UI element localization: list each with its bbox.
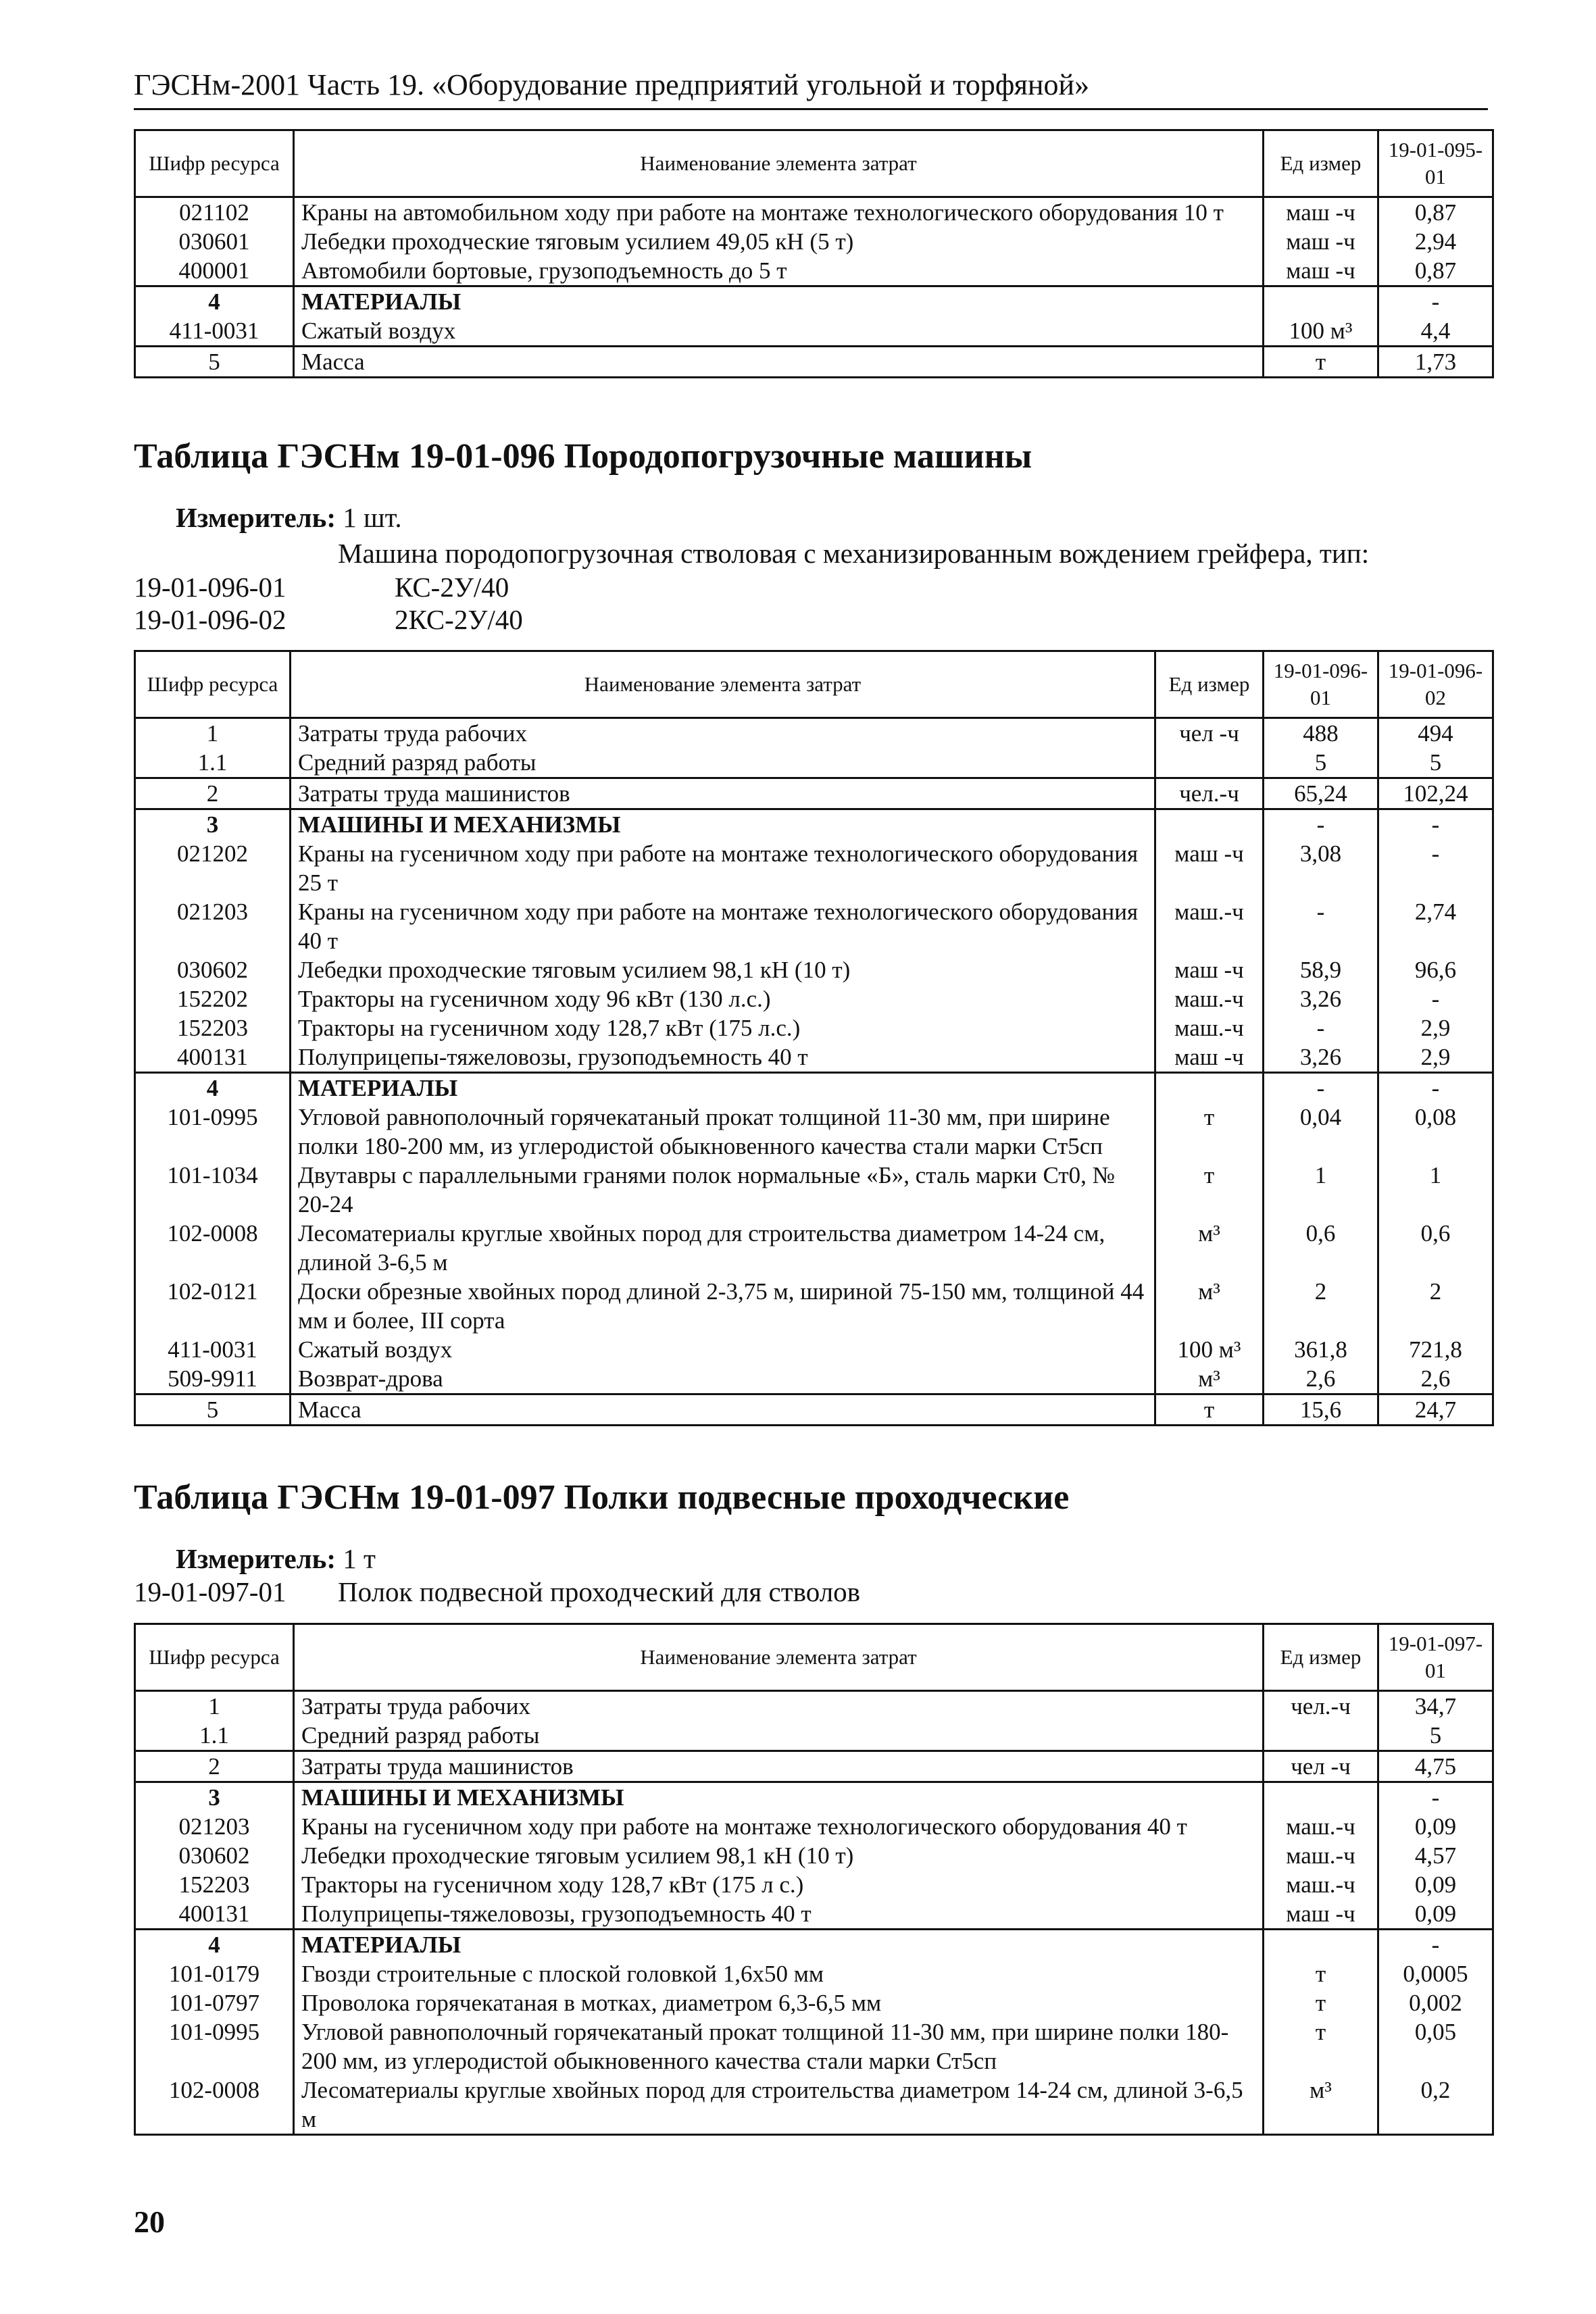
row-unit: т bbox=[1155, 1103, 1264, 1161]
row-value: 96,6 bbox=[1378, 955, 1493, 984]
header-code: Шифр ресурса bbox=[135, 651, 291, 718]
row-code: 2 bbox=[135, 1751, 294, 1782]
table-row bbox=[135, 1812, 1493, 1841]
variant-code-2: 19-01-096-02 bbox=[134, 604, 286, 635]
row-unit bbox=[1155, 809, 1264, 840]
header-norm-2: 19-01-096-02 bbox=[1378, 651, 1493, 718]
table-row bbox=[135, 1073, 1493, 1103]
row-code: 3 bbox=[135, 809, 291, 840]
row-value: 3,26 bbox=[1264, 1042, 1378, 1073]
table-19-01-097 bbox=[134, 1623, 1494, 2136]
measure-label: Измеритель: bbox=[176, 1543, 336, 1574]
row-name: Сжатый воздух bbox=[294, 316, 1264, 347]
table-title-096: Таблица ГЭСНм 19-01-096 Породопогрузочные машины bbox=[134, 437, 1032, 476]
table-row bbox=[135, 1899, 1493, 1930]
row-code: 101-0995 bbox=[135, 2017, 294, 2076]
row-name: Затраты труда рабочих bbox=[291, 718, 1155, 749]
header-code: Шифр ресурса bbox=[135, 130, 294, 197]
table-row bbox=[135, 1988, 1493, 2017]
row-name: Краны на гусеничном ходу при работе на монтаже технологического оборудования 40 т bbox=[291, 897, 1155, 955]
row-code: 5 bbox=[135, 347, 294, 378]
row-code: 030602 bbox=[135, 955, 291, 984]
row-name: Краны на автомобильном ходу при работе на монтаже технологического оборудования 10 т bbox=[294, 197, 1264, 228]
table-header-row bbox=[135, 651, 1493, 718]
row-name: МАШИНЫ И МЕХАНИЗМЫ bbox=[294, 1782, 1264, 1813]
header-norm-1: 19-01-096-01 bbox=[1264, 651, 1378, 718]
running-header: ГЭСНм-2001 Часть 19. «Оборудование предприятий угольной и торфяной» bbox=[134, 68, 1090, 101]
row-name: Средний разряд работы bbox=[294, 1721, 1264, 1751]
table-row bbox=[135, 316, 1493, 347]
table-row bbox=[135, 1394, 1493, 1426]
row-value: 1,73 bbox=[1378, 347, 1493, 378]
row-unit: маш.-ч bbox=[1155, 897, 1264, 955]
row-value: - bbox=[1378, 809, 1493, 840]
machine-description: Машина породопогрузочная стволовая с механизированным вождением грейфера, тип: bbox=[338, 538, 1370, 569]
table-row bbox=[135, 1161, 1493, 1219]
row-value: - bbox=[1264, 809, 1378, 840]
row-code: 102-0008 bbox=[135, 2076, 294, 2135]
row-unit: чел -ч bbox=[1264, 1751, 1378, 1782]
row-code: 1.1 bbox=[135, 748, 291, 778]
table-header-row bbox=[135, 130, 1493, 197]
row-unit bbox=[1155, 1073, 1264, 1103]
row-code: 4 bbox=[135, 286, 294, 317]
row-unit: маш.-ч bbox=[1264, 1812, 1378, 1841]
table-row bbox=[135, 1364, 1493, 1394]
row-name: Затраты труда машинистов bbox=[294, 1751, 1264, 1782]
row-name: Краны на гусеничном ходу при работе на монтаже технологического оборудования 25 т bbox=[291, 839, 1155, 897]
row-unit bbox=[1264, 1721, 1378, 1751]
row-name: Гвозди строительные с плоской головкой 1,6х50 мм bbox=[294, 1959, 1264, 1988]
row-name: Сжатый воздух bbox=[291, 1335, 1155, 1364]
row-unit: м³ bbox=[1155, 1219, 1264, 1277]
row-value: 3,08 bbox=[1264, 839, 1378, 897]
row-unit: маш -ч bbox=[1264, 1899, 1378, 1930]
table-19-01-096 bbox=[134, 650, 1494, 1426]
table-row bbox=[135, 1721, 1493, 1751]
table-row bbox=[135, 1042, 1493, 1073]
row-value: 58,9 bbox=[1264, 955, 1378, 984]
row-unit: т bbox=[1264, 2017, 1378, 2076]
row-value: 2,9 bbox=[1378, 1013, 1493, 1042]
row-name: МАШИНЫ И МЕХАНИЗМЫ bbox=[291, 809, 1155, 840]
row-code: 152202 bbox=[135, 984, 291, 1013]
row-name: Автомобили бортовые, грузоподъемность до 5 т bbox=[294, 256, 1264, 286]
row-unit: м³ bbox=[1155, 1364, 1264, 1394]
row-name: Лесоматериалы круглые хвойных пород для строительства диаметром 14-24 см, длиной 3-6,5 м bbox=[291, 1219, 1155, 1277]
table-row bbox=[135, 748, 1493, 778]
row-unit: маш -ч bbox=[1155, 839, 1264, 897]
row-code: 021203 bbox=[135, 897, 291, 955]
header-rule bbox=[134, 108, 1488, 110]
row-code: 152203 bbox=[135, 1870, 294, 1899]
row-unit: маш -ч bbox=[1155, 1042, 1264, 1073]
row-value: 0,6 bbox=[1378, 1219, 1493, 1277]
row-code: 021203 bbox=[135, 1812, 294, 1841]
row-unit: т bbox=[1155, 1161, 1264, 1219]
row-unit bbox=[1264, 1782, 1378, 1813]
variant-text-2: 2КС-2У/40 bbox=[395, 604, 523, 635]
row-value: 2 bbox=[1378, 1277, 1493, 1335]
row-value: - bbox=[1378, 984, 1493, 1013]
row-unit: чел.-ч bbox=[1155, 778, 1264, 809]
row-code: 4 bbox=[135, 1930, 294, 1960]
table-row bbox=[135, 1103, 1493, 1161]
table-row bbox=[135, 984, 1493, 1013]
variant-text-1: КС-2У/40 bbox=[395, 572, 509, 603]
row-value: 488 bbox=[1264, 718, 1378, 749]
row-value: 102,24 bbox=[1378, 778, 1493, 809]
row-name: Масса bbox=[294, 347, 1264, 378]
row-name: Проволока горячекатаная в мотках, диаметром 6,3-6,5 мм bbox=[294, 1988, 1264, 2017]
row-value: 2,6 bbox=[1378, 1364, 1493, 1394]
row-value: 4,4 bbox=[1378, 316, 1493, 347]
row-value: 1 bbox=[1264, 1161, 1378, 1219]
row-code: 1 bbox=[135, 718, 291, 749]
row-code: 4 bbox=[135, 1073, 291, 1103]
header-name: Наименование элемента затрат bbox=[294, 130, 1264, 197]
row-name: МАТЕРИАЛЫ bbox=[294, 286, 1264, 317]
table-row bbox=[135, 1219, 1493, 1277]
row-unit: маш.-ч bbox=[1155, 984, 1264, 1013]
table-row bbox=[135, 1691, 1493, 1721]
row-code: 400131 bbox=[135, 1899, 294, 1930]
header-name: Наименование элемента затрат bbox=[291, 651, 1155, 718]
measure-label: Измеритель: bbox=[176, 502, 336, 533]
table-row bbox=[135, 197, 1493, 228]
row-code: 411-0031 bbox=[135, 1335, 291, 1364]
row-value: 2,6 bbox=[1264, 1364, 1378, 1394]
header-unit: Ед измер bbox=[1264, 1624, 1378, 1691]
table-row bbox=[135, 955, 1493, 984]
row-unit: чел -ч bbox=[1155, 718, 1264, 749]
header-norm-1: 19-01-097-01 bbox=[1378, 1624, 1493, 1691]
row-name: МАТЕРИАЛЫ bbox=[291, 1073, 1155, 1103]
row-value: 3,26 bbox=[1264, 984, 1378, 1013]
row-unit: т bbox=[1264, 1988, 1378, 2017]
row-unit: маш -ч bbox=[1155, 955, 1264, 984]
row-value: 5 bbox=[1264, 748, 1378, 778]
row-code: 030602 bbox=[135, 1841, 294, 1870]
row-name: Лебедки проходческие тяговым усилием 98,1 кН (10 т) bbox=[291, 955, 1155, 984]
table-title-097: Таблица ГЭСНм 19-01-097 Полки подвесные проходческие bbox=[134, 1478, 1070, 1517]
row-code: 411-0031 bbox=[135, 316, 294, 347]
table-row bbox=[135, 1959, 1493, 1988]
row-unit: маш.-ч bbox=[1264, 1870, 1378, 1899]
row-value: 494 bbox=[1378, 718, 1493, 749]
measure-097 bbox=[176, 1542, 376, 1575]
row-code: 1.1 bbox=[135, 1721, 294, 1751]
row-value: - bbox=[1264, 897, 1378, 955]
row-unit: 100 м³ bbox=[1264, 316, 1378, 347]
table-row bbox=[135, 1841, 1493, 1870]
header-code: Шифр ресурса bbox=[135, 1624, 294, 1691]
row-code: 102-0121 bbox=[135, 1277, 291, 1335]
measure-value: 1 шт. bbox=[343, 502, 402, 533]
row-unit: маш.-ч bbox=[1155, 1013, 1264, 1042]
table-row bbox=[135, 256, 1493, 286]
table-row bbox=[135, 2017, 1493, 2076]
row-value: 34,7 bbox=[1378, 1691, 1493, 1721]
row-unit: т bbox=[1155, 1394, 1264, 1426]
row-unit: маш -ч bbox=[1264, 197, 1378, 228]
variant-text-3: Полок подвесной проходческий для стволов bbox=[338, 1576, 861, 1607]
row-unit bbox=[1264, 286, 1378, 317]
row-unit: маш -ч bbox=[1264, 256, 1378, 286]
row-value: 1 bbox=[1378, 1161, 1493, 1219]
measure-096 bbox=[176, 501, 402, 534]
row-value: - bbox=[1264, 1013, 1378, 1042]
row-value: 65,24 bbox=[1264, 778, 1378, 809]
row-code: 101-1034 bbox=[135, 1161, 291, 1219]
row-code: 101-0797 bbox=[135, 1988, 294, 2017]
row-code: 152203 bbox=[135, 1013, 291, 1042]
table-row bbox=[135, 839, 1493, 897]
row-value: 0,002 bbox=[1378, 1988, 1493, 2017]
row-name: Угловой равнополочный горячекатаный прокат толщиной 11-30 мм, при ширине полки 180-200 мм, из углеродистой обыкновенного качества стали марки Ст5сп bbox=[294, 2017, 1264, 2076]
row-value: 2,9 bbox=[1378, 1042, 1493, 1073]
row-value: 4,57 bbox=[1378, 1841, 1493, 1870]
table-row bbox=[135, 778, 1493, 809]
table-row bbox=[135, 227, 1493, 256]
row-name: Полуприцепы-тяжеловозы, грузоподъемность 40 т bbox=[291, 1042, 1155, 1073]
table-header-row bbox=[135, 1624, 1493, 1691]
header-unit: Ед измер bbox=[1155, 651, 1264, 718]
row-unit: маш -ч bbox=[1264, 227, 1378, 256]
row-name: Затраты труда рабочих bbox=[294, 1691, 1264, 1721]
row-value: 15,6 bbox=[1264, 1394, 1378, 1426]
row-value: 0,87 bbox=[1378, 197, 1493, 228]
row-code: 1 bbox=[135, 1691, 294, 1721]
row-value: 5 bbox=[1378, 748, 1493, 778]
row-value: - bbox=[1264, 1073, 1378, 1103]
row-value: 0,09 bbox=[1378, 1812, 1493, 1841]
table-row bbox=[135, 286, 1493, 317]
row-name: Лесоматериалы круглые хвойных пород для строительства диаметром 14-24 см, длиной 3-6,5 м bbox=[294, 2076, 1264, 2135]
row-code: 400001 bbox=[135, 256, 294, 286]
table-row bbox=[135, 809, 1493, 840]
row-value: 2,74 bbox=[1378, 897, 1493, 955]
row-name: Лебедки проходческие тяговым усилием 98,1 кН (10 т) bbox=[294, 1841, 1264, 1870]
row-value: 0,08 bbox=[1378, 1103, 1493, 1161]
row-code: 021102 bbox=[135, 197, 294, 228]
row-name: Затраты труда машинистов bbox=[291, 778, 1155, 809]
table-row bbox=[135, 1930, 1493, 1960]
measure-value: 1 т bbox=[343, 1543, 376, 1574]
header-name: Наименование элемента затрат bbox=[294, 1624, 1264, 1691]
row-value: 2 bbox=[1264, 1277, 1378, 1335]
row-name: МАТЕРИАЛЫ bbox=[294, 1930, 1264, 1960]
row-unit: т bbox=[1264, 1959, 1378, 1988]
table-row bbox=[135, 718, 1493, 749]
row-value: 2,94 bbox=[1378, 227, 1493, 256]
row-value: 0,09 bbox=[1378, 1870, 1493, 1899]
row-value: 4,75 bbox=[1378, 1751, 1493, 1782]
header-norm-1: 19-01-095-01 bbox=[1378, 130, 1493, 197]
row-code: 5 bbox=[135, 1394, 291, 1426]
row-name: Двутавры с параллельными гранями полок нормальные «Б», сталь марки Ст0, № 20-24 bbox=[291, 1161, 1155, 1219]
table-19-01-095 bbox=[134, 129, 1494, 378]
row-value: - bbox=[1378, 1930, 1493, 1960]
row-value: 0,87 bbox=[1378, 256, 1493, 286]
row-value: 721,8 bbox=[1378, 1335, 1493, 1364]
row-value: 0,05 bbox=[1378, 2017, 1493, 2076]
row-value: 24,7 bbox=[1378, 1394, 1493, 1426]
row-name: Средний разряд работы bbox=[291, 748, 1155, 778]
table-row bbox=[135, 1751, 1493, 1782]
row-code: 030601 bbox=[135, 227, 294, 256]
row-code: 102-0008 bbox=[135, 1219, 291, 1277]
table-row bbox=[135, 1013, 1493, 1042]
row-code: 101-0179 bbox=[135, 1959, 294, 1988]
row-name: Угловой равнополочный горячекатаный прокат толщиной 11-30 мм, при ширине полки 180-200 мм, из углеродистой обыкновенного качества стали марки Ст5сп bbox=[291, 1103, 1155, 1161]
row-name: Масса bbox=[291, 1394, 1155, 1426]
row-name: Возврат-дрова bbox=[291, 1364, 1155, 1394]
row-value: 0,6 bbox=[1264, 1219, 1378, 1277]
row-name: Доски обрезные хвойных пород длиной 2-3,75 м, шириной 75-150 мм, толщиной 44 мм и более, III сорта bbox=[291, 1277, 1155, 1335]
row-code: 101-0995 bbox=[135, 1103, 291, 1161]
table-row bbox=[135, 897, 1493, 955]
table-row bbox=[135, 1782, 1493, 1813]
row-value: 0,2 bbox=[1378, 2076, 1493, 2135]
variant-code-3: 19-01-097-01 bbox=[134, 1576, 286, 1607]
row-unit: т bbox=[1264, 347, 1378, 378]
table-row bbox=[135, 1277, 1493, 1335]
row-unit bbox=[1264, 1930, 1378, 1960]
row-value: - bbox=[1378, 1073, 1493, 1103]
table-row bbox=[135, 1335, 1493, 1364]
row-name: Краны на гусеничном ходу при работе на монтаже технологического оборудования 40 т bbox=[294, 1812, 1264, 1841]
row-name: Тракторы на гусеничном ходу 96 кВт (130 л.с.) bbox=[291, 984, 1155, 1013]
page-number: 20 bbox=[134, 2205, 165, 2239]
row-unit: 100 м³ bbox=[1155, 1335, 1264, 1364]
row-value: 5 bbox=[1378, 1721, 1493, 1751]
row-unit: м³ bbox=[1155, 1277, 1264, 1335]
row-unit: маш.-ч bbox=[1264, 1841, 1378, 1870]
row-code: 3 bbox=[135, 1782, 294, 1813]
row-unit: чел.-ч bbox=[1264, 1691, 1378, 1721]
row-code: 021202 bbox=[135, 839, 291, 897]
row-value: - bbox=[1378, 1782, 1493, 1813]
row-unit bbox=[1155, 748, 1264, 778]
table-row bbox=[135, 347, 1493, 378]
row-value: - bbox=[1378, 839, 1493, 897]
row-name: Полуприцепы-тяжеловозы, грузоподъемность 40 т bbox=[294, 1899, 1264, 1930]
row-value: - bbox=[1378, 286, 1493, 317]
table-row bbox=[135, 1870, 1493, 1899]
variant-code-1: 19-01-096-01 bbox=[134, 572, 286, 603]
row-name: Тракторы на гусеничном ходу 128,7 кВт (175 л.с.) bbox=[291, 1013, 1155, 1042]
row-name: Лебедки проходческие тяговым усилием 49,05 кН (5 т) bbox=[294, 227, 1264, 256]
header-unit: Ед измер bbox=[1264, 130, 1378, 197]
row-code: 2 bbox=[135, 778, 291, 809]
table-row bbox=[135, 2076, 1493, 2135]
row-unit: м³ bbox=[1264, 2076, 1378, 2135]
row-code: 509-9911 bbox=[135, 1364, 291, 1394]
row-value: 0,0005 bbox=[1378, 1959, 1493, 1988]
row-name: Тракторы на гусеничном ходу 128,7 кВт (175 л с.) bbox=[294, 1870, 1264, 1899]
row-value: 0,09 bbox=[1378, 1899, 1493, 1930]
row-code: 400131 bbox=[135, 1042, 291, 1073]
row-value: 361,8 bbox=[1264, 1335, 1378, 1364]
row-value: 0,04 bbox=[1264, 1103, 1378, 1161]
